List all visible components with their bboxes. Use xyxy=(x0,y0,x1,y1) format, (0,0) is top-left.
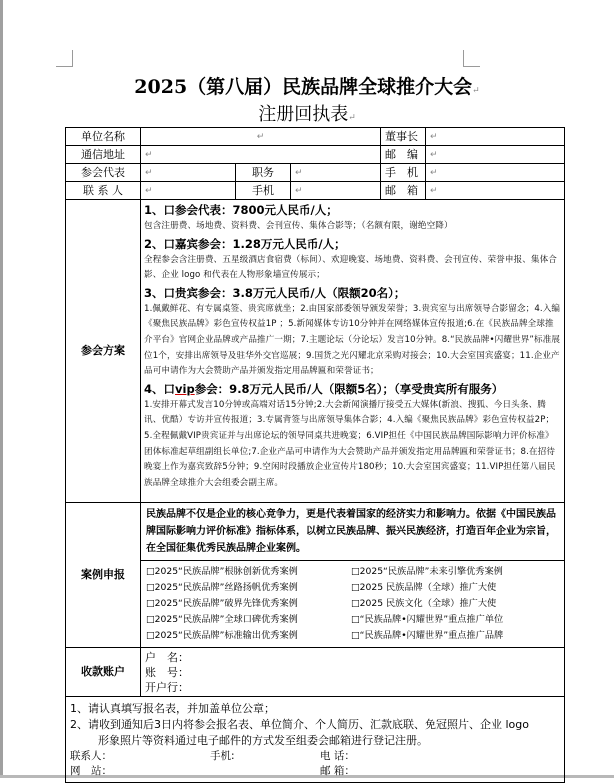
package-3-heading[interactable]: 3、口贵宾参会：3.8万元人民币/人（限额20名）； xyxy=(144,285,406,300)
email-label: 邮 箱 xyxy=(381,182,426,200)
case-content xyxy=(141,503,565,648)
account-section xyxy=(66,648,565,697)
tel-label: 电 话： xyxy=(320,749,355,762)
account-number-line[interactable]: 账 号： xyxy=(145,665,189,679)
form-row-company xyxy=(66,128,565,146)
registration-form-table xyxy=(65,127,565,783)
company-name-label: 单位名称 xyxy=(66,128,141,146)
postcode-label: 邮 编 xyxy=(381,146,426,164)
case-option-8[interactable]: □“民族品牌•闪耀世界”重点推广单位 xyxy=(351,614,504,625)
email-field[interactable]: ↵ xyxy=(426,182,565,200)
package-1-heading[interactable]: 1、口参会代表：7800元人民币/人； xyxy=(144,203,338,217)
case-intro: 民族品牌不仅是企业的核心竞争力，更是代表着国家的经济实力和影响力。依据《中国民族品牌国际影响力评价标准》指标体系，以树立民族品牌、振兴民族经济，打造百年企业为宗旨，在全国征集优秀民族品牌企业案例。 xyxy=(141,503,564,561)
package-4-details: 1.安排开幕式发言10分钟或高端对话15分钟;2.大会新闻演播厅接受五大媒体(新浪、搜狐、今日头条、腾讯、优酷）专访并宣传报道；3.专属背签与出席领导集体合影；4.入编《聚焦民族品牌》彩色宣传权益2P；5.全程佩戴VIP贵宾证并与出席论坛的领导同桌共进晚宴；6.VIP担任《中国民族品牌国际影响力评价标准》团体标准起草组副组长单位;7.企业产品可申请作为大会赞助产品并颁发指定用品牌匾和荣誉证书；8.在招待晚宴上作为嘉宾致辞5分钟；9.空闲时段播放企业宣传片180秒；10.大会室国宾盛宴；11.VIP担任第八届民族品牌全球推介大会组委会副主席。 xyxy=(144,399,556,488)
contact-person-field[interactable]: ↵ xyxy=(141,182,236,200)
case-option-5[interactable]: □2025“民族品牌”破界先锋优秀案例 xyxy=(146,598,298,609)
case-option-4[interactable]: □2025 民族品牌（全球）推广大使 xyxy=(351,582,497,593)
case-label: 案例申报 xyxy=(66,503,141,648)
mobile-field[interactable]: ↵ xyxy=(426,164,565,182)
phone-label: 手机: xyxy=(210,749,235,762)
form-row-address xyxy=(66,146,565,164)
contact-row-1 xyxy=(70,749,560,764)
company-name-field[interactable]: ↵ xyxy=(141,128,381,146)
contact-phone-field[interactable]: ↵ xyxy=(291,182,381,200)
position-label: 职务 xyxy=(236,164,291,182)
postcode-field[interactable]: ↵ xyxy=(426,146,565,164)
note-2-continued: 形象照片等资料通过电子邮件的方式发至组委会邮箱进行登记注册。 xyxy=(98,733,428,747)
document-subtitle: 注册回执表↵ xyxy=(258,104,356,125)
case-option-3[interactable]: □2025“民族品牌”丝路扬帆优秀案例 xyxy=(146,582,298,593)
participation-section xyxy=(66,200,565,503)
contact-person-label: 联 系 人 xyxy=(66,182,141,200)
package-4-heading[interactable]: 4、口vip参会：9.8万元人民币/人（限额5名）；（享受贵宾所有服务） xyxy=(144,381,504,396)
account-content xyxy=(141,648,565,697)
document-title: 2025（第八届）民族品牌全球推介大会↵ xyxy=(134,76,480,98)
package-2-heading[interactable]: 2、口嘉宾参会：1.28万元人民币/人； xyxy=(144,236,346,251)
package-3-details: 1.佩戴鲜花、有专属桌签、贵宾席就坐；2.由国家部委领导颁发荣誉；3.贵宾室与出席领导合影留念；4.入编《聚焦民族品牌》彩色宣传权益1P ；5.新闻媒体专访10分钟并在网络媒体宣传报道;6.在《民族品牌全球推介平台》官网企业品牌或产品推广一期；7.主题论坛（分论坛）发言10分钟。8.“民族品牌•闪耀世界”标准展位1个，安排出席领导及驻华外交官巡展；9.国货之光闪耀北京采购对接会；10.大会室国宾盛宴；11.企业产品可申请作为大会赞助产品并颁发指定用品牌匾和荣誉证书； xyxy=(144,303,561,377)
case-option-9[interactable]: □2025“民族品牌”标准输出优秀案例 xyxy=(146,630,298,641)
crop-mark-top-left xyxy=(56,50,73,67)
case-option-1[interactable]: □2025“民族品牌”根脉创新优秀案例 xyxy=(146,566,298,577)
address-field[interactable]: ↵ xyxy=(141,146,381,164)
mobile-label: 手 机 xyxy=(381,164,426,182)
chairman-label: 董事长 xyxy=(381,128,426,146)
form-row-contact xyxy=(66,182,565,200)
case-option-7[interactable]: □2025“民族品牌”全球口碑优秀案例 xyxy=(146,614,298,625)
participation-label: 参会方案 xyxy=(66,200,141,503)
crop-mark-top-right xyxy=(463,50,480,67)
case-option-2[interactable]: □2025“民族品牌”未来引擎优秀案例 xyxy=(351,566,503,577)
package-2-details: 全程参会含注册费、五星级酒店食宿费（标间）、欢迎晚宴、场地费、资料费、会刊宣传、荣誉申报、集体合影、企业 logo 和代表在人物形象墙宣传展示； xyxy=(144,254,558,281)
note-1: 1、请认真填写报名表，并加盖单位公章； xyxy=(70,701,275,715)
account-label: 收款账户 xyxy=(66,648,141,697)
position-field[interactable]: ↵ xyxy=(291,164,381,182)
representative-field[interactable]: ↵ xyxy=(141,164,236,182)
note-2: 2、请收到通知后3日内将参会报名表、单位简介、个人简历、汇款底联、免冠照片、企业 logo xyxy=(70,717,529,731)
account-name-line[interactable]: 户 名： xyxy=(145,650,189,664)
package-1-details: 包含注册费、场地费、资料费、会刊宣传、集体合影等；（名额有限，谢绝空降） xyxy=(144,221,453,231)
contact-label: 联系人： xyxy=(70,749,112,762)
contact-row-2 xyxy=(70,764,560,779)
contact-phone-label: 手机 xyxy=(236,182,291,200)
case-option-6[interactable]: □2025 民族文化（全球）推广大使 xyxy=(351,598,497,609)
notes-content xyxy=(66,697,565,783)
notes-email-label: 邮 箱： xyxy=(320,764,355,777)
case-options xyxy=(141,561,564,647)
case-option-10[interactable]: □“民族品牌•闪耀世界”重点推广品牌 xyxy=(351,630,504,641)
case-section xyxy=(66,503,565,648)
representative-label: 参会代表 xyxy=(66,164,141,182)
chairman-field[interactable]: ↵ xyxy=(426,128,565,146)
address-label: 通信地址 xyxy=(66,146,141,164)
notes-section xyxy=(66,697,565,783)
account-bank-line[interactable]: 开户行： xyxy=(145,680,189,694)
participation-packages xyxy=(141,200,565,503)
form-row-representative xyxy=(66,164,565,182)
website-label: 网 站： xyxy=(70,764,112,777)
